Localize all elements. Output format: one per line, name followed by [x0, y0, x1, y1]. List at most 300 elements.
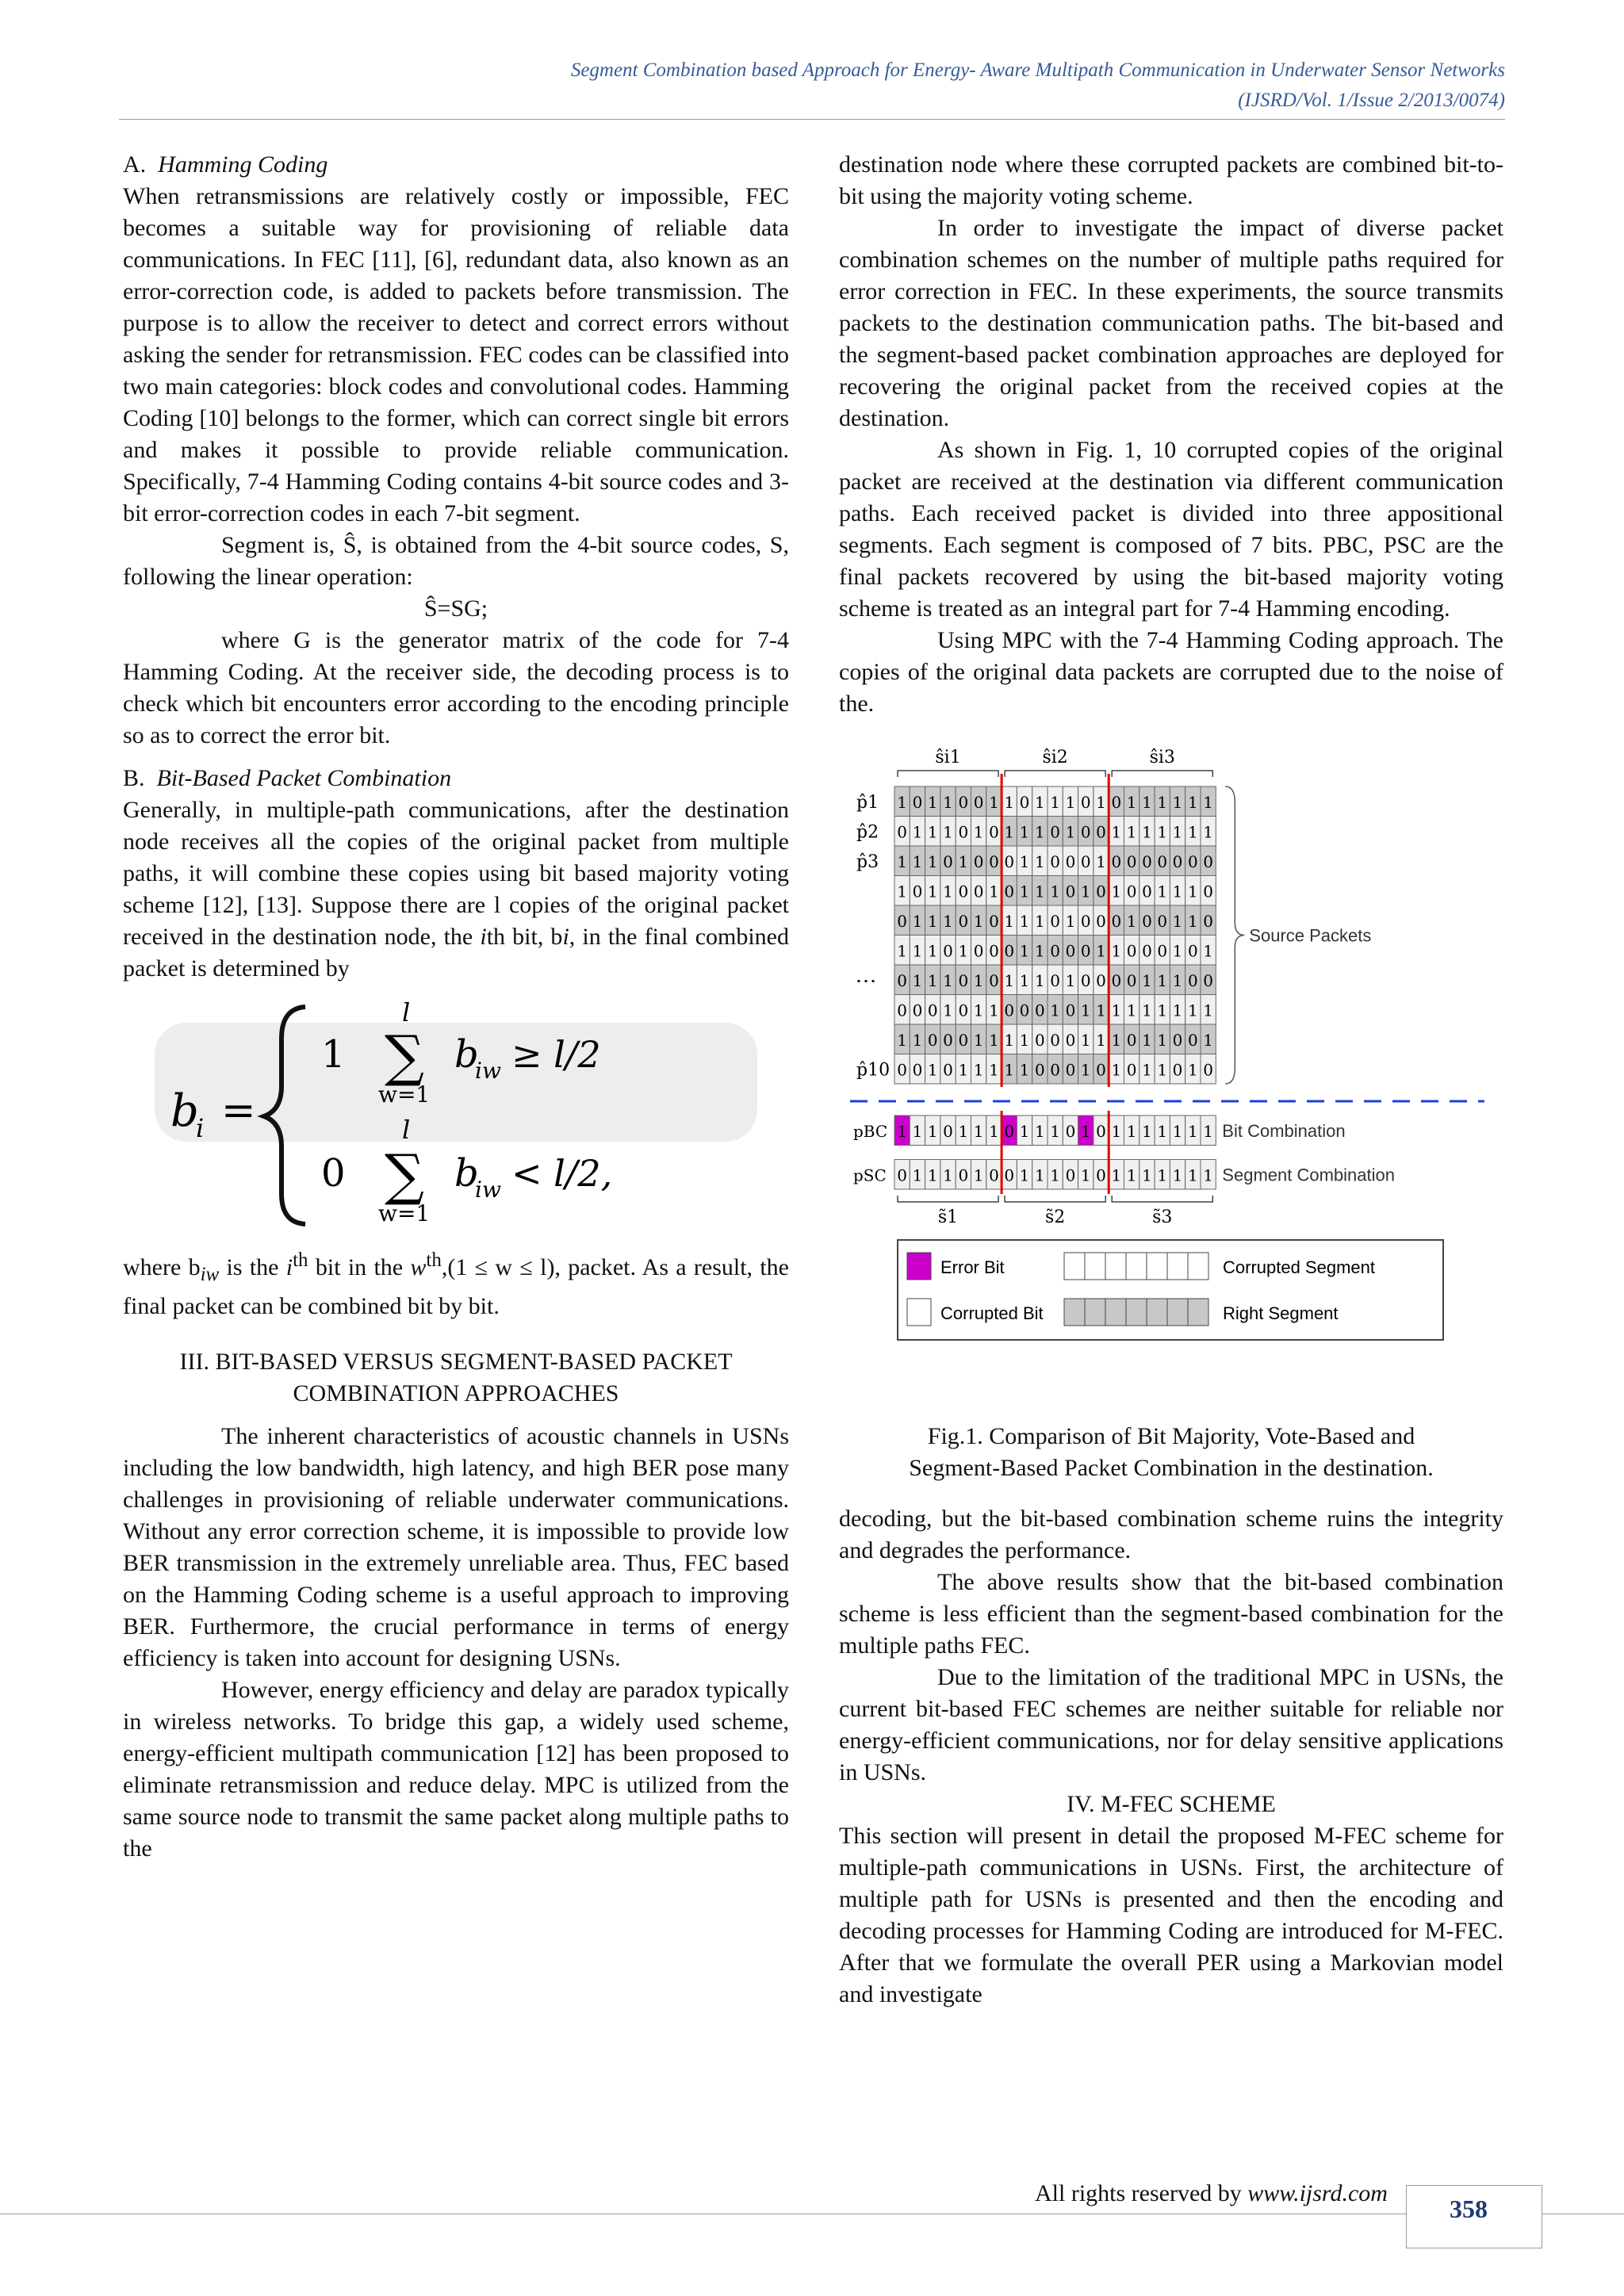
- bit-value: 0: [927, 1001, 938, 1020]
- left-column: [123, 149, 789, 1865]
- bit-value: 0: [943, 1060, 953, 1080]
- bit-value: 1: [973, 1060, 984, 1080]
- bit-value: 1: [973, 1030, 984, 1050]
- bit-value: 1: [1203, 792, 1214, 812]
- bit-value: 1: [912, 1030, 923, 1050]
- bit-value: 1: [1096, 792, 1106, 812]
- segment-label-top: ŝi2: [1042, 748, 1068, 767]
- bit-value: 1: [1034, 792, 1045, 812]
- bit-value: 1: [1065, 911, 1076, 931]
- bit-value: 0: [958, 822, 969, 842]
- bit-value: 0: [1004, 882, 1015, 901]
- legend-error-bit: Error Bit: [940, 1257, 1005, 1277]
- bit-value: 0: [1019, 1001, 1030, 1020]
- bit-value: 1: [1065, 822, 1076, 842]
- eq-sum-top: ∑: [385, 1024, 424, 1089]
- equation-majority-vote: [123, 991, 789, 1229]
- bit-value: 0: [1096, 1060, 1106, 1080]
- bit-value: 0: [1203, 970, 1214, 990]
- segment-bracket-bottom: [898, 1196, 998, 1202]
- bit-value: 1: [1004, 911, 1015, 931]
- bit-value: 1: [1157, 882, 1168, 901]
- header-journal: (IJSRD/Vol. 1/Issue 2/2013/0074): [1238, 90, 1505, 111]
- bit-value: 1: [1019, 911, 1030, 931]
- bit-value: 1: [1050, 792, 1061, 812]
- eq-equals: =: [221, 1087, 256, 1135]
- bit-value: 1: [973, 822, 984, 842]
- bit-value: 0: [1004, 851, 1015, 871]
- bit-value: 1: [1065, 792, 1076, 812]
- legend-corrupted-segment-swatch: [1188, 1253, 1208, 1280]
- bit-value: 1: [1157, 1030, 1168, 1050]
- bit-value: 0: [1034, 1030, 1045, 1050]
- legend-right-segment-swatch: [1167, 1299, 1188, 1326]
- legend-right-segment-swatch: [1105, 1299, 1126, 1326]
- segment-bracket-bottom: [1005, 1196, 1105, 1202]
- bit-value: 1: [1172, 792, 1183, 812]
- bit-value: 0: [1004, 1165, 1015, 1185]
- bit-value: 0: [1004, 941, 1015, 961]
- bit-value: 1: [1126, 1001, 1137, 1020]
- bit-value: 1: [1111, 1030, 1122, 1050]
- bit-value: 0: [1096, 822, 1106, 842]
- bit-value: 1: [1203, 1001, 1214, 1020]
- section-a-number: A.: [123, 151, 147, 178]
- bit-value: 1: [1126, 911, 1137, 931]
- bit-value: 1: [989, 792, 999, 812]
- legend-right-segment-swatch: [1147, 1299, 1167, 1326]
- paragraph: where G is the generator matrix of the code for 7-4 Hamming Coding. At the receiver side, the decoding process is to check which bit encounters error according to the encoding principle so as to correct the error bit.: [123, 627, 789, 748]
- bit-value: 1: [1157, 1060, 1168, 1080]
- eq-bottom-term-sub: iw: [475, 1177, 501, 1203]
- eq-lhs-sub: i: [196, 1113, 205, 1143]
- bit-value: 1: [1142, 1121, 1152, 1141]
- bit-combination-label: Bit Combination: [1222, 1120, 1346, 1141]
- bit-value: 0: [1034, 1001, 1045, 1020]
- bit-value: 0: [1004, 1001, 1015, 1020]
- bit-value: 1: [1019, 1121, 1030, 1141]
- bit-value: 0: [1126, 882, 1137, 901]
- bit-value: 1: [1187, 1001, 1198, 1020]
- bit-value: 0: [1065, 1030, 1076, 1050]
- segment-label-bottom: s̃3: [1152, 1207, 1173, 1227]
- text: ,(1 ≤ w ≤ l), packet. As a result, the final packet can be combined bit by bit.: [123, 1254, 789, 1319]
- bit-value: 1: [1080, 1030, 1091, 1050]
- bit-value: 1: [1157, 1121, 1168, 1141]
- text: i: [480, 924, 487, 950]
- paragraph: As shown in Fig. 1, 10 corrupted copies of the original packet are received at the destination via different communication paths. Each received packet is divided into three appositional segments. Each segment is composed of 7 bits. PBC, PSC are the final packets recovered by using the bit-based majority voting scheme is treated as an integral part for 7-4 Hamming encoding.: [839, 437, 1503, 622]
- bit-value: 0: [912, 1060, 923, 1080]
- bit-value: 1: [1096, 1030, 1106, 1050]
- bit-value: 0: [989, 911, 999, 931]
- legend-corrupted-segment-swatch: [1167, 1253, 1188, 1280]
- bit-value: 0: [943, 1030, 953, 1050]
- text: , in the final combined packet is determined by: [123, 924, 789, 982]
- bit-value: 0: [973, 882, 984, 901]
- bit-value: 0: [1065, 1121, 1076, 1141]
- eq-top-value: 1: [321, 1032, 346, 1077]
- bit-value: 1: [897, 792, 908, 812]
- segment-bracket-top: [1112, 771, 1212, 777]
- bit-value: 1: [927, 882, 938, 901]
- bit-value: 1: [943, 970, 953, 990]
- bit-value: 1: [1126, 822, 1137, 842]
- bit-value: 1: [1187, 882, 1198, 901]
- legend-corrupted-segment-swatch: [1147, 1253, 1167, 1280]
- text: i: [285, 1254, 293, 1280]
- figure-1: [839, 739, 1503, 1421]
- bit-value: 0: [1080, 851, 1091, 871]
- text: bit in the: [308, 1254, 411, 1280]
- bit-value: 0: [958, 792, 969, 812]
- bit-value: 1: [1019, 1165, 1030, 1185]
- bit-value: 1: [943, 792, 953, 812]
- bit-value: 0: [1096, 970, 1106, 990]
- section-b-title: Bit-Based Packet Combination: [156, 765, 452, 791]
- bit-value: 1: [897, 941, 908, 961]
- bit-value: 0: [1126, 851, 1137, 871]
- paragraph: When retransmissions are relatively costly or impossible, FEC becomes a suitable way for provisioning of reliable data communications. In FEC [11], [6], redundant data, also known as an error-correction code, is added to packets before transmission. The purpose is to allow the receiver to detect and correct errors without asking the sender for retransmission. FEC codes can be classified into two main categories: block codes and convolutional codes. Hamming Coding [10] belongs to the former, which can correct single bit errors and makes it possible to provide reliable communication. Specifically, 7-4 Hamming Coding contains 4-bit source codes and 3-bit error-correction codes in each 7-bit segment.: [123, 183, 789, 526]
- text: th bit, b: [486, 924, 563, 950]
- bit-value: 1: [989, 1060, 999, 1080]
- paragraph: However, energy efficiency and delay are paradox typically in wireless networks. To bridge this gap, a widely used scheme, energy-efficient multipath communication [12] has been proposed to eliminate retransmission and reduce delay. MPC is utilized from the same source node to transmit the same packet along multiple paths to the: [123, 1677, 789, 1862]
- figure-1-caption: [839, 1421, 1503, 1484]
- bit-value: 1: [1050, 1001, 1061, 1020]
- bit-value: 0: [912, 882, 923, 901]
- segment-bracket-top: [1005, 771, 1105, 777]
- bit-value: 1: [1187, 1060, 1198, 1080]
- bit-value: 0: [1172, 1030, 1183, 1050]
- bit-value: 0: [1050, 941, 1061, 961]
- bit-value: 0: [958, 1001, 969, 1020]
- segment-bracket-bottom: [1112, 1196, 1212, 1202]
- bit-value: 1: [1019, 822, 1030, 842]
- bit-value: 0: [1187, 851, 1198, 871]
- section-b-number: B.: [123, 765, 145, 791]
- bit-value: 1: [1111, 1165, 1122, 1185]
- bit-value: 1: [1019, 1060, 1030, 1080]
- bit-value: 1: [1034, 1121, 1045, 1141]
- bit-value: 0: [1203, 851, 1214, 871]
- legend-corrupted-segment: Corrupted Segment: [1223, 1257, 1375, 1277]
- bit-value: 1: [958, 941, 969, 961]
- bit-value: 0: [958, 882, 969, 901]
- bit-value: 1: [912, 1121, 923, 1141]
- bit-value: 1: [1096, 941, 1106, 961]
- bit-value: 1: [1080, 1060, 1091, 1080]
- bit-value: 1: [1142, 1001, 1152, 1020]
- bit-value: 1: [1080, 882, 1091, 901]
- bit-value: 0: [973, 941, 984, 961]
- bit-value: 1: [912, 822, 923, 842]
- bit-value: 0: [1203, 882, 1214, 901]
- bit-value: 0: [1142, 911, 1152, 931]
- source-packets-brace: [1225, 786, 1244, 1084]
- bit-value: 1: [927, 1165, 938, 1185]
- bit-value: 0: [897, 911, 908, 931]
- bit-value: 1: [958, 851, 969, 871]
- bit-value: 1: [927, 1060, 938, 1080]
- bit-value: 0: [912, 792, 923, 812]
- segment-bracket-top: [898, 771, 998, 777]
- bit-value: 0: [973, 851, 984, 871]
- footer-url: www.ijsrd.com: [1247, 2180, 1388, 2206]
- bit-value: 0: [958, 1165, 969, 1185]
- bit-value: 0: [1157, 911, 1168, 931]
- bit-value: 0: [1096, 1121, 1106, 1141]
- legend-right-segment-swatch: [1085, 1299, 1105, 1326]
- bit-value: 0: [958, 911, 969, 931]
- text: th: [426, 1249, 442, 1271]
- bit-value: 1: [1172, 882, 1183, 901]
- bit-value: 0: [1172, 1060, 1183, 1080]
- segment-label-top: ŝi1: [935, 748, 961, 767]
- bit-value: 0: [1050, 911, 1061, 931]
- paragraph: [123, 794, 789, 985]
- bit-value: 0: [1142, 941, 1152, 961]
- bit-value: 1: [1034, 882, 1045, 901]
- right-column: [839, 149, 1503, 2011]
- text: is the: [219, 1254, 286, 1280]
- bit-value: 1: [943, 1165, 953, 1185]
- bit-value: 1: [1187, 1165, 1198, 1185]
- bit-value: 1: [912, 1165, 923, 1185]
- bit-value: 0: [943, 941, 953, 961]
- bit-value: 1: [1203, 941, 1214, 961]
- bit-value: 0: [1111, 851, 1122, 871]
- bit-value: 0: [1050, 1030, 1061, 1050]
- text: th: [293, 1249, 308, 1271]
- bit-value: 1: [1111, 882, 1122, 901]
- bit-value: 0: [897, 970, 908, 990]
- eq-bottom-term: b: [454, 1151, 479, 1196]
- bit-value: 1: [1019, 882, 1030, 901]
- bit-value: 1: [1187, 792, 1198, 812]
- text: i: [562, 924, 569, 950]
- bit-value: 0: [897, 1060, 908, 1080]
- bit-value: 0: [1142, 851, 1152, 871]
- bit-value: 0: [1096, 1165, 1106, 1185]
- eq-sum-bottom: ∑: [385, 1142, 424, 1207]
- bit-value: 1: [1034, 970, 1045, 990]
- bit-value: 0: [1080, 911, 1091, 931]
- legend-right-segment-swatch: [1126, 1299, 1147, 1326]
- segment-combination-label: Segment Combination: [1222, 1165, 1395, 1185]
- bit-value: 1: [1142, 970, 1152, 990]
- paragraph: Using MPC with the 7-4 Hamming Coding approach. The copies of the original data packets are corrupted due to the noise of the.: [839, 627, 1503, 717]
- bit-value: 1: [1111, 1001, 1122, 1020]
- legend-right-segment-swatch: [1188, 1299, 1208, 1326]
- bit-value: 1: [1065, 970, 1076, 990]
- segment-label-bottom: s̃1: [937, 1207, 959, 1227]
- bit-value: 1: [943, 1001, 953, 1020]
- bit-value: 0: [1050, 970, 1061, 990]
- bit-value: 0: [1157, 851, 1168, 871]
- eq-bottom-condition: < l/2,: [511, 1152, 613, 1195]
- bit-value: 1: [1157, 822, 1168, 842]
- bit-value: 1: [943, 882, 953, 901]
- bit-value: 1: [1203, 1030, 1214, 1050]
- eq-sum-bottom-upper: l: [402, 1115, 411, 1145]
- bit-value: 1: [927, 970, 938, 990]
- row-label-pbc: pBC: [853, 1121, 888, 1141]
- bit-value: 1: [1019, 1030, 1030, 1050]
- bit-value: 1: [897, 851, 908, 871]
- bit-value: 1: [927, 941, 938, 961]
- bit-value: 1: [973, 1165, 984, 1185]
- paragraph: [123, 1245, 789, 1322]
- bit-value: 1: [1203, 1165, 1214, 1185]
- bit-value: 1: [973, 1121, 984, 1141]
- row-label: p̂1: [856, 792, 879, 813]
- section-b-heading: [123, 763, 789, 794]
- bit-value: 0: [1065, 1165, 1076, 1185]
- text: iw: [200, 1264, 220, 1285]
- paragraph: Segment is, Ŝ, is obtained from the 4-bit source codes, S, following the linear operation:: [123, 532, 789, 590]
- section-iii-line1: III. BIT-BASED VERSUS SEGMENT-BASED PACKET: [179, 1349, 733, 1375]
- bit-value: 1: [989, 1121, 999, 1141]
- bit-value: 1: [1034, 822, 1045, 842]
- bit-value: 1: [1004, 1030, 1015, 1050]
- bit-value: 1: [1034, 851, 1045, 871]
- bit-value: 1: [912, 941, 923, 961]
- legend-right-segment: Right Segment: [1223, 1303, 1339, 1323]
- bit-value: 0: [912, 1001, 923, 1020]
- bit-value: 1: [897, 1121, 908, 1141]
- bit-value: 1: [1126, 1121, 1137, 1141]
- bit-value: 0: [1203, 1060, 1214, 1080]
- bit-value: 1: [897, 882, 908, 901]
- bit-value: 1: [1126, 1165, 1137, 1185]
- bit-value: 1: [989, 1030, 999, 1050]
- bit-value: 1: [1142, 1060, 1152, 1080]
- legend-corrupted-bit: Corrupted Bit: [940, 1303, 1044, 1323]
- bit-value: 0: [958, 1030, 969, 1050]
- bit-value: 1: [927, 1121, 938, 1141]
- bit-value: 1: [1111, 1060, 1122, 1080]
- bit-value: 0: [1050, 1060, 1061, 1080]
- bit-value: 0: [1034, 1060, 1045, 1080]
- bit-value: 1: [1004, 1060, 1015, 1080]
- bit-value: 1: [897, 1030, 908, 1050]
- bit-value: 1: [1172, 911, 1183, 931]
- running-header: [571, 55, 1505, 116]
- bit-value: 0: [1004, 1121, 1015, 1141]
- bit-value: 1: [1187, 822, 1198, 842]
- bit-value: 0: [1187, 941, 1198, 961]
- section-iii-line2: COMBINATION APPROACHES: [293, 1380, 619, 1406]
- header-title: Segment Combination based Approach for Energy- Aware Multipath Communication in Underwater Sensor Networks: [570, 59, 1505, 81]
- bit-value: 1: [1111, 941, 1122, 961]
- bit-value: 0: [897, 1165, 908, 1185]
- bit-value: 1: [1050, 882, 1061, 901]
- bit-value: 0: [1096, 911, 1106, 931]
- bit-value: 1: [1157, 792, 1168, 812]
- bit-value: 0: [1050, 851, 1061, 871]
- bit-value: 1: [1111, 822, 1122, 842]
- paragraph: This section will present in detail the proposed M-FEC scheme for multiple-path communications in USNs. First, the architecture of multiple path for USNs is presented and then the encoding and decoding processes for Hamming Coding are introduced for M-FEC. After that we formulate the overall PER using a Markovian model and investigate: [839, 1823, 1503, 2007]
- legend-corrupted-segment-swatch: [1064, 1253, 1085, 1280]
- bit-value: 1: [1004, 792, 1015, 812]
- bit-value: 1: [989, 882, 999, 901]
- bit-value: 1: [958, 1060, 969, 1080]
- paragraph: The inherent characteristics of acoustic channels in USNs including the low bandwidth, high latency, and high BER pose many challenges in provisioning of reliable underwater communications. Without any error correction scheme, it is impossible to provide low BER transmission in the extremely unreliable area. Thus, FEC based on the Hamming Coding scheme is a useful approach to improving BER. Furthermore, the crucial performance in terms of energy efficiency is taken into account for designing USNs.: [123, 1423, 789, 1671]
- bit-value: 1: [943, 911, 953, 931]
- bit-value: 1: [1187, 1121, 1198, 1141]
- legend-corrupted-bit-swatch: [907, 1299, 931, 1326]
- paragraph: In order to investigate the impact of diverse packet combination schemes on the number of multiple paths required for error correction in FEC. In these experiments, the source transmits packets to the destination communication paths. The bit-based and the segment-based packet combination approaches are deployed for recovering the original packet from the received copies at the destination.: [839, 215, 1503, 431]
- bit-value: 1: [1142, 792, 1152, 812]
- paragraph: decoding, but the bit-based combination scheme ruins the integrity and degrades the performance.: [839, 1506, 1503, 1563]
- bit-value: 1: [927, 911, 938, 931]
- legend-error-swatch: [907, 1253, 931, 1280]
- segment-label-top: ŝi3: [1149, 748, 1175, 767]
- bit-value: 1: [973, 911, 984, 931]
- bit-value: 0: [1111, 970, 1122, 990]
- bit-value: 1: [927, 792, 938, 812]
- bit-value: 1: [927, 851, 938, 871]
- bit-value: 1: [1172, 1121, 1183, 1141]
- bit-value: 0: [1126, 941, 1137, 961]
- source-packets-label: Source Packets: [1249, 925, 1372, 946]
- bit-value: 1: [1172, 970, 1183, 990]
- bit-value: 0: [989, 970, 999, 990]
- bit-value: 1: [1172, 822, 1183, 842]
- segment-label-bottom: s̃2: [1045, 1207, 1066, 1227]
- bit-value: 0: [943, 851, 953, 871]
- bit-value: 0: [958, 970, 969, 990]
- bit-value: 1: [912, 851, 923, 871]
- eq-sum-top-lower: w=1: [378, 1081, 431, 1108]
- bit-value: 0: [1080, 941, 1091, 961]
- bit-value: 1: [1096, 851, 1106, 871]
- bit-value: 0: [989, 851, 999, 871]
- eq-bottom-value: 0: [321, 1151, 346, 1196]
- bit-value: 1: [912, 970, 923, 990]
- bit-value: 0: [989, 1165, 999, 1185]
- bit-value: 1: [989, 1001, 999, 1020]
- bit-value: 1: [927, 822, 938, 842]
- bit-value: 1: [1019, 941, 1030, 961]
- bit-value: 0: [1050, 822, 1061, 842]
- bit-value: 1: [1034, 911, 1045, 931]
- row-label-psc: pSC: [853, 1165, 887, 1185]
- bit-value: 0: [1126, 970, 1137, 990]
- bit-value: 1: [1034, 1165, 1045, 1185]
- bit-value: 1: [1111, 1121, 1122, 1141]
- bit-value: 1: [1019, 970, 1030, 990]
- paragraph: The above results show that the bit-based combination scheme is less efficient than the segment-based combination for the multiple paths FEC.: [839, 1569, 1503, 1659]
- bit-value: 1: [1080, 1165, 1091, 1185]
- vertical-ellipsis: ⋮: [854, 970, 878, 992]
- bit-value: 1: [943, 822, 953, 842]
- bit-value: 0: [1111, 792, 1122, 812]
- eq-sum-top-upper: l: [402, 997, 411, 1027]
- header-rule: [119, 119, 1505, 120]
- section-iii-heading: [123, 1346, 789, 1410]
- bit-value: 1: [1019, 851, 1030, 871]
- bit-value: 0: [1157, 941, 1168, 961]
- bit-value: 0: [1065, 851, 1076, 871]
- bit-value: 0: [1203, 911, 1214, 931]
- section-iv-heading: IV. M-FEC SCHEME: [1067, 1791, 1276, 1817]
- eq-top-condition: ≥ l/2: [511, 1033, 601, 1076]
- bit-value: 1: [1142, 822, 1152, 842]
- row-label: p̂2: [856, 822, 879, 843]
- bit-value: 0: [1019, 792, 1030, 812]
- bit-value: 1: [1142, 1030, 1152, 1050]
- bit-value: 1: [912, 911, 923, 931]
